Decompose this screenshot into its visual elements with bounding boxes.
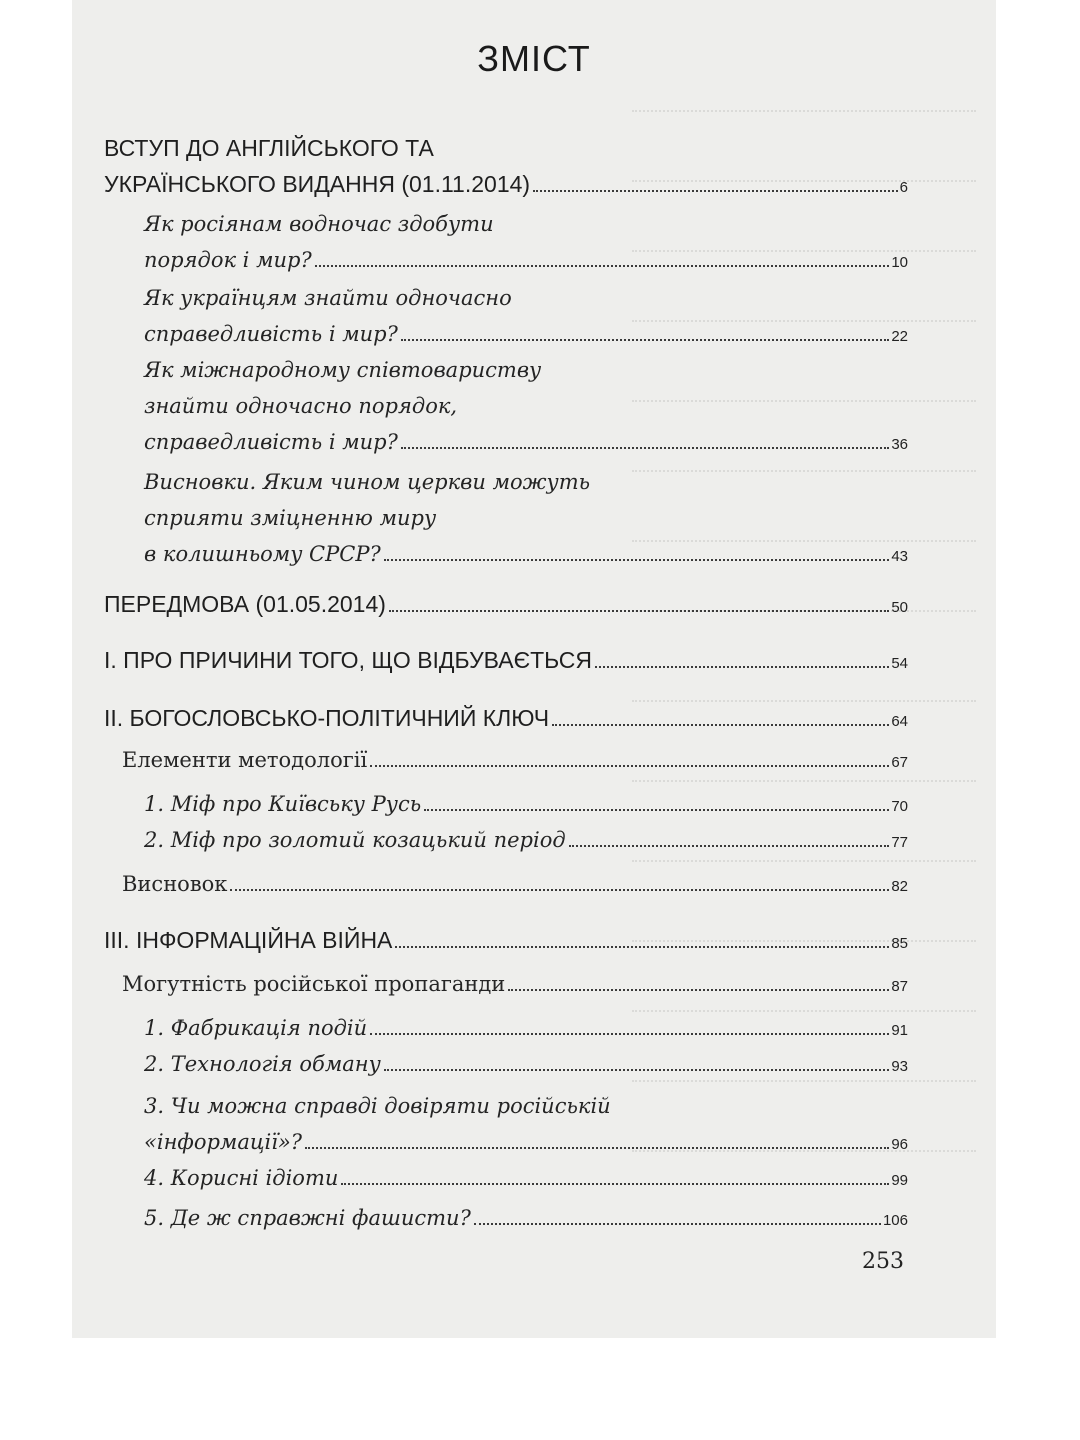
toc-entry-text: 3. Чи можна справді довіряти російській [144, 1094, 611, 1118]
toc-entry-text: Висновок [122, 872, 228, 896]
toc-entry-line [104, 586, 908, 622]
toc-entry-text: 1. Міф про Київську Русь [144, 792, 422, 816]
toc-entry-text: порядок і мир? [144, 248, 312, 272]
dot-leader [533, 186, 898, 192]
toc-entry-text: Як росіянам водночас здобути [144, 212, 494, 236]
dot-leader [384, 1065, 890, 1071]
dot-leader [341, 1179, 889, 1185]
toc-entry-line [144, 388, 908, 424]
toc-entry-text: III. ІНФОРМАЦІЙНА ВІЙНА [104, 927, 393, 953]
toc-page-number: 91 [891, 1022, 908, 1039]
toc-entry-line [122, 966, 908, 1002]
dot-leader [401, 335, 889, 341]
toc-entry-line [144, 352, 908, 388]
toc-entry-line [144, 464, 908, 500]
toc-entry-line [144, 1010, 908, 1046]
toc-page-number: 82 [891, 878, 908, 895]
toc-entry-text: справедливість і мир? [144, 322, 398, 346]
toc-entry-line [144, 1124, 908, 1160]
toc-page-number: 54 [891, 655, 908, 672]
toc-entry-text: 5. Де ж справжні фашисти? [144, 1206, 471, 1230]
toc-entry-text: 4. Корисні ідіоти [144, 1166, 339, 1190]
toc-entry-text: 2. Міф про золотий козацький період [144, 828, 566, 852]
toc-entry-line [144, 316, 908, 352]
toc-page-number: 87 [891, 978, 908, 995]
dot-leader [370, 761, 889, 767]
toc-page-number: 50 [891, 599, 908, 616]
dot-leader [401, 443, 889, 449]
dot-leader [305, 1143, 889, 1149]
toc-entry-line [144, 206, 908, 242]
page-title: ЗМІСТ [477, 38, 591, 79]
table-of-contents [72, 0, 996, 1338]
toc-page-number: 64 [891, 713, 908, 730]
book-page [72, 0, 996, 1338]
toc-entry-text: в колишньому СРСР? [144, 542, 381, 566]
toc-page-number: 106 [882, 1212, 908, 1229]
dot-leader [552, 720, 889, 726]
toc-entry-line [104, 130, 908, 166]
toc-entry-line [144, 280, 908, 316]
toc-entry-line [144, 822, 908, 858]
toc-entry-line [144, 1160, 908, 1196]
toc-entry-line [104, 922, 908, 958]
toc-entry-text: Могутність російської пропаганди [122, 972, 506, 996]
toc-page-number: 67 [891, 754, 908, 771]
dot-leader [315, 261, 890, 267]
toc-page-number: 85 [891, 935, 908, 952]
toc-page-number: 43 [891, 548, 908, 565]
dot-leader [508, 985, 889, 991]
toc-entry-line [144, 424, 908, 460]
toc-entry-text: сприяти зміцненню миру [144, 506, 437, 530]
toc-page-number: 22 [891, 328, 908, 345]
toc-entry-line [122, 866, 908, 902]
toc-entry-text: ВСТУП ДО АНГЛІЙСЬКОГО ТА [104, 135, 434, 161]
toc-entry-text: Як міжнародному співтовариству [144, 358, 542, 382]
toc-entry-text: УКРАЇНСЬКОГО ВИДАННЯ (01.11.2014) [104, 171, 531, 197]
dot-leader [384, 555, 890, 561]
toc-entry-line [104, 642, 908, 678]
toc-entry-text: Як українцям знайти одночасно [144, 286, 512, 310]
dot-leader [424, 805, 889, 811]
toc-entry-text: «інформації»? [144, 1130, 303, 1154]
toc-entry-line [144, 500, 908, 536]
toc-entry-text: II. БОГОСЛОВСЬКО-ПОЛІТИЧНИЙ КЛЮЧ [104, 705, 550, 731]
dot-leader [389, 606, 889, 612]
toc-entry-line [104, 166, 908, 202]
dot-leader [230, 885, 889, 891]
toc-page-number: 77 [891, 834, 908, 851]
toc-entry-text: ПЕРЕДМОВА (01.05.2014) [104, 591, 386, 617]
toc-page-number: 96 [891, 1136, 908, 1153]
toc-entry-text: I. ПРО ПРИЧИНИ ТОГО, ЩО ВІДБУВАЄТЬСЯ [104, 647, 592, 673]
toc-page-number: 70 [891, 798, 908, 815]
dot-leader [395, 942, 889, 948]
toc-entry-line [144, 1046, 908, 1082]
toc-entry-text: 2. Технологія обману [144, 1052, 381, 1076]
toc-entry-line [104, 700, 908, 736]
toc-entry-text: 1. Фабрикація подій [144, 1016, 368, 1040]
toc-entry-text: справедливість і мир? [144, 430, 398, 454]
toc-page-number: 36 [891, 436, 908, 453]
toc-page-number: 93 [891, 1058, 908, 1075]
toc-page-number: 10 [891, 254, 908, 271]
dot-leader [370, 1029, 889, 1035]
toc-entry-line [144, 1200, 908, 1236]
dot-leader [569, 841, 890, 847]
toc-page-number: 99 [891, 1172, 908, 1189]
toc-page-number: 6 [899, 179, 908, 196]
toc-entry-line [144, 1088, 908, 1124]
toc-entry-text: Елементи методології [122, 748, 368, 772]
toc-entry-line [144, 536, 908, 572]
page-number: 253 [862, 1249, 904, 1274]
toc-entry-text: знайти одночасно порядок, [144, 394, 458, 418]
toc-entry-text: Висновки. Яким чином церкви можуть [144, 470, 591, 494]
dot-leader [595, 662, 889, 668]
toc-entry-line [122, 742, 908, 778]
toc-entry-line [144, 242, 908, 278]
dot-leader [474, 1219, 881, 1225]
toc-entry-line [144, 786, 908, 822]
